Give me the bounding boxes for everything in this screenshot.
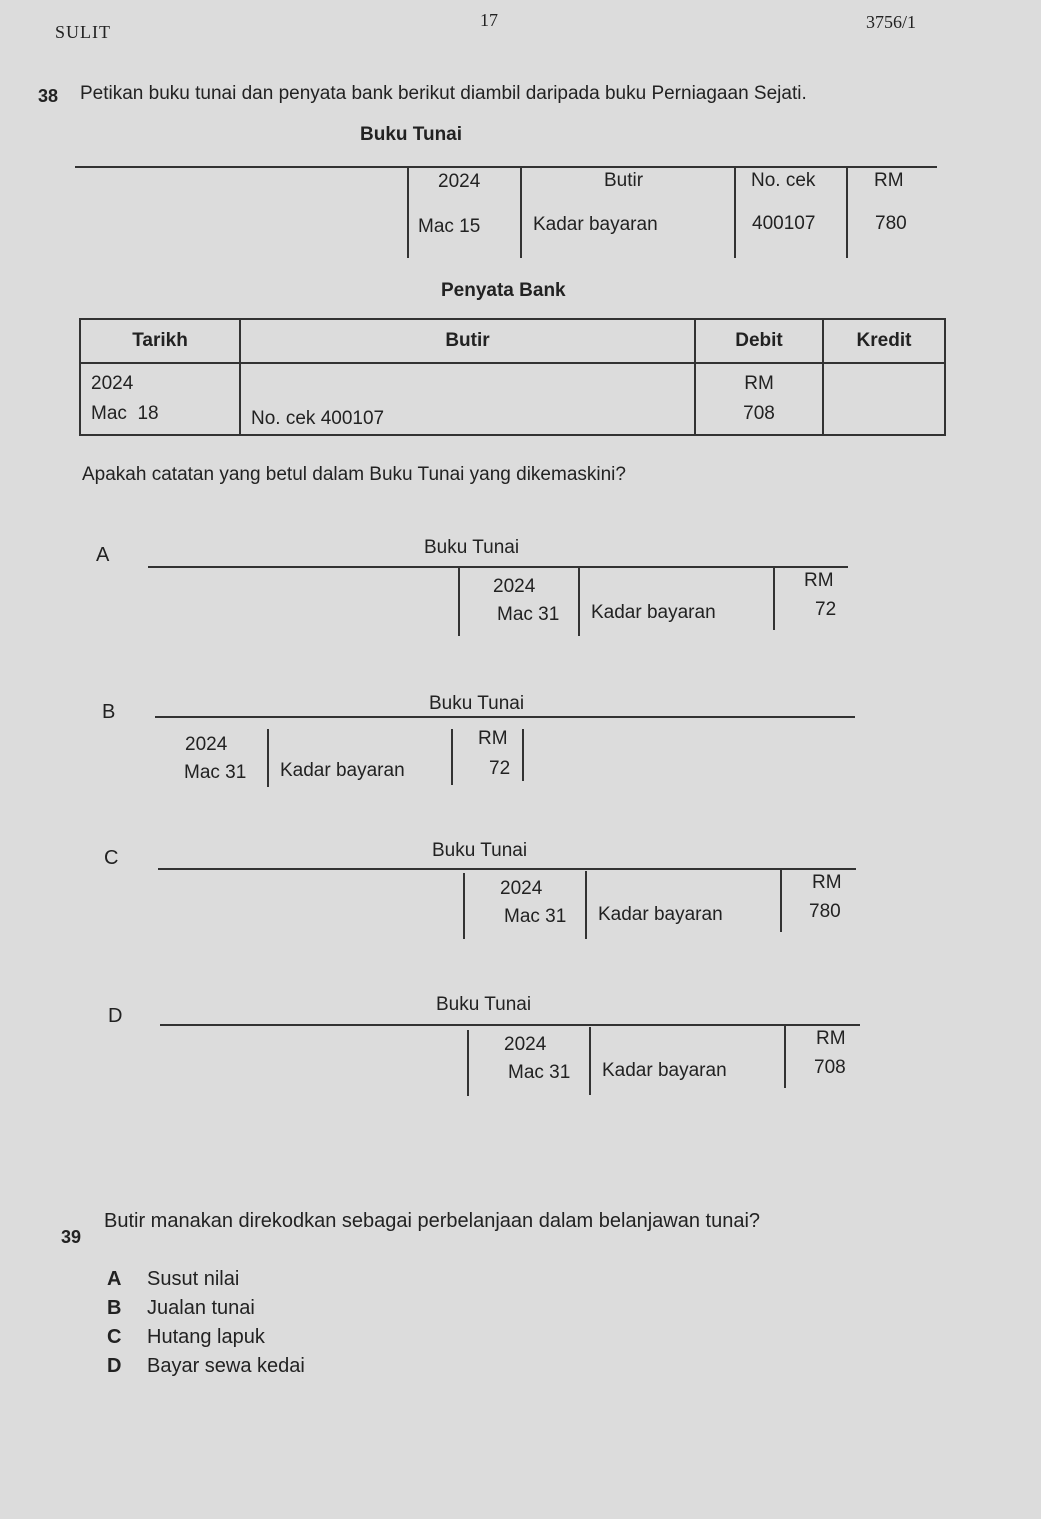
option-divider (773, 568, 775, 630)
cash-book-cheque: 400107 (752, 213, 816, 234)
option-divider (780, 870, 782, 932)
option-text: Hutang lapuk (147, 1326, 265, 1348)
option-divider (522, 729, 524, 781)
q38-question: Petikan buku tunai dan penyata bank berikut diambil daripada buku Perniagaan Sejati. (80, 83, 807, 104)
option-date: Mac 31 (508, 1062, 571, 1083)
option-divider (585, 871, 587, 939)
cell-rm: RM (744, 373, 774, 394)
cash-book-divider (734, 166, 736, 258)
option-letter: D (107, 1355, 122, 1377)
cell-credit (823, 363, 945, 435)
option-item: Kadar bayaran (280, 760, 405, 781)
cash-book-cheque-header: No. cek (751, 170, 816, 191)
cell-item: No. cek 400107 (240, 363, 695, 435)
option-title: Buku Tunai (424, 537, 520, 558)
cash-book-rm-header: RM (874, 170, 904, 191)
option-amount: 708 (814, 1057, 846, 1078)
cash-book-divider (407, 166, 409, 258)
q39-question: Butir manakan direkodkan sebagai perbelanjaan dalam belanjawan tunai? (104, 1210, 761, 1232)
q39-option-c[interactable] (107, 1326, 265, 1349)
header-debit: Debit (695, 319, 823, 363)
table-row (80, 363, 945, 435)
option-item: Kadar bayaran (591, 602, 716, 623)
q39-option-d[interactable] (107, 1355, 305, 1378)
option-rm: RM (812, 872, 842, 893)
cash-book-top-rule (75, 166, 937, 168)
bank-statement-title: Penyata Bank (441, 280, 566, 301)
cell-date-text: Mac 18 (91, 403, 159, 424)
option-rule (160, 1024, 860, 1026)
option-item: Kadar bayaran (598, 904, 723, 925)
option-letter: A (96, 544, 110, 566)
option-divider (458, 568, 460, 636)
table-header-row (80, 319, 945, 363)
option-title: Buku Tunai (436, 994, 532, 1015)
option-divider (267, 729, 269, 787)
option-letter: C (107, 1326, 122, 1348)
option-text: Jualan tunai (147, 1297, 255, 1319)
cash-book-item: Kadar bayaran (533, 214, 658, 235)
header-credit: Kredit (823, 319, 945, 363)
q39-number: 39 (61, 1227, 82, 1247)
option-title: Buku Tunai (429, 693, 525, 714)
option-letter: B (102, 701, 116, 723)
sulit-label: SULIT (55, 22, 111, 42)
cell-debit-value: 708 (743, 403, 775, 424)
option-text: Susut nilai (147, 1268, 240, 1290)
option-rm: RM (816, 1028, 846, 1049)
option-date: Mac 31 (504, 906, 567, 927)
option-rule (155, 716, 855, 718)
option-divider (463, 873, 465, 939)
option-letter: A (107, 1268, 122, 1290)
cash-book-amount: 780 (875, 213, 907, 234)
option-year: 2024 (504, 1034, 547, 1055)
option-divider (578, 568, 580, 636)
cash-book-year: 2024 (438, 171, 481, 192)
option-item: Kadar bayaran (602, 1060, 727, 1081)
bank-statement-table (79, 318, 946, 436)
option-date: Mac 31 (184, 762, 247, 783)
option-letter: C (104, 847, 119, 869)
cell-date (80, 363, 240, 435)
option-divider (451, 729, 453, 785)
cash-book-title: Buku Tunai (360, 124, 463, 145)
cash-book-divider (846, 166, 848, 258)
q39-option-a[interactable] (107, 1268, 239, 1291)
option-title: Buku Tunai (432, 840, 528, 861)
cash-book-divider (520, 166, 522, 258)
option-text: Bayar sewa kedai (147, 1355, 305, 1377)
option-amount: 72 (489, 758, 511, 779)
option-year: 2024 (493, 576, 536, 597)
option-divider (589, 1027, 591, 1095)
option-date: Mac 31 (497, 604, 560, 625)
option-year: 2024 (185, 734, 228, 755)
header-item: Butir (240, 319, 695, 363)
cash-book-date: Mac 15 (418, 216, 481, 237)
option-rm: RM (478, 728, 508, 749)
cash-book-item-header: Butir (604, 170, 644, 191)
option-letter: D (108, 1005, 123, 1027)
option-amount: 72 (815, 599, 837, 620)
cell-debit (695, 363, 823, 435)
option-rule (158, 868, 856, 870)
q38-prompt: Apakah catatan yang betul dalam Buku Tunai yang dikemaskini? (82, 464, 626, 485)
q39-option-b[interactable] (107, 1297, 255, 1320)
option-rule (148, 566, 848, 568)
option-divider (467, 1030, 469, 1096)
page-number: 17 (480, 10, 498, 30)
q38-number: 38 (38, 86, 59, 106)
option-divider (784, 1026, 786, 1088)
option-amount: 780 (809, 901, 841, 922)
option-rm: RM (804, 570, 834, 591)
cell-year: 2024 (91, 373, 134, 394)
header-date: Tarikh (80, 319, 240, 363)
option-year: 2024 (500, 878, 543, 899)
paper-code: 3756/1 (866, 12, 917, 32)
option-letter: B (107, 1297, 122, 1319)
